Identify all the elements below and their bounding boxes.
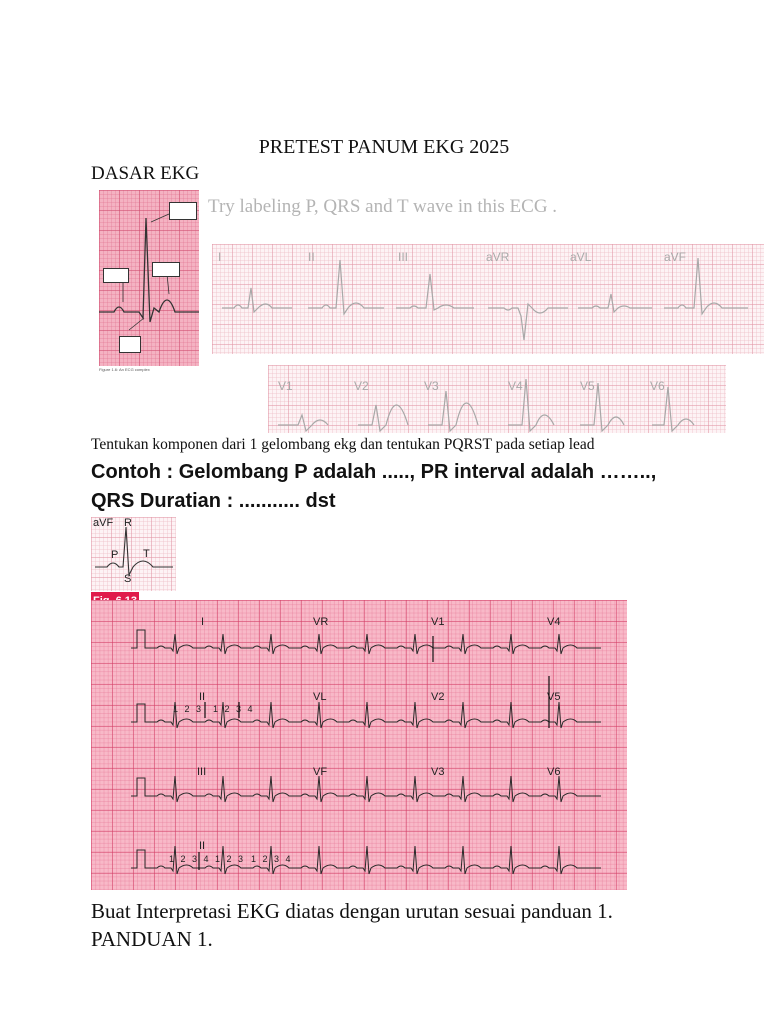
lead-label: II: [308, 250, 315, 264]
lead-label: VR: [313, 616, 329, 628]
chest-leads-trace: [268, 365, 726, 433]
lead-label: V1: [278, 379, 293, 393]
lead-label: VF: [313, 766, 328, 778]
section-heading: DASAR EKG: [91, 163, 200, 184]
label-box-pr[interactable]: [119, 336, 141, 353]
lead-label: II: [199, 691, 206, 703]
labeling-instruction: Try labeling P, QRS and T wave in this ECG .: [208, 196, 558, 217]
lead-label: V1: [431, 616, 445, 628]
ecg-row-trace: [131, 776, 601, 802]
lead-label: VL: [313, 691, 327, 703]
label-box-t[interactable]: [152, 262, 180, 277]
lead-label: V6: [547, 766, 561, 778]
lead-label: III: [398, 250, 409, 264]
lead-label: V3: [424, 379, 439, 393]
figure-caption: Figure 1.6: An ECG complex: [99, 367, 150, 372]
ecg-row-trace: [131, 702, 601, 728]
count-annotation: 1 2 3: [215, 854, 246, 864]
lead-label: aVL: [570, 250, 592, 264]
example-line-2: QRS Duratian : ........... dst: [91, 490, 336, 512]
lead-label: V4: [508, 379, 523, 393]
count-annotation: 1 2 3: [173, 704, 204, 714]
ecg-row-trace: [131, 630, 601, 654]
lead-label: III: [197, 766, 207, 778]
limb-leads-trace: [212, 244, 764, 354]
ecg-row-trace: [131, 846, 601, 874]
example-line-1: Contoh : Gelombang P adalah ....., PR interval adalah ……..,: [91, 461, 657, 483]
lead-label: aVF: [664, 250, 687, 264]
avf-s-label: S: [124, 573, 132, 585]
lead-label: I: [201, 616, 205, 628]
twelve-lead-ecg: [91, 600, 627, 890]
lead-label: V6: [650, 379, 665, 393]
label-box-qrs[interactable]: [169, 202, 197, 220]
task-instruction: Tentukan komponen dari 1 gelombang ekg dan tentukan PQRST pada setiap lead: [91, 436, 595, 453]
interpretation-line-1: Buat Interpretasi EKG diatas dengan urutan sesuai panduan 1.: [91, 899, 613, 923]
page-title: PRETEST PANUM EKG 2025: [258, 136, 510, 158]
lead-label: I: [218, 250, 222, 264]
twelve-lead-trace: [91, 600, 627, 890]
avf-lead-label: aVF: [93, 517, 114, 529]
ecg-complex-figure: [99, 190, 199, 366]
lead-label: V5: [580, 379, 595, 393]
avf-r-label: R: [124, 517, 132, 529]
avf-p-label: P: [111, 549, 119, 561]
lead-label: V3: [431, 766, 445, 778]
chest-leads-strip: [268, 365, 726, 433]
count-annotation: 1 2 3 4: [213, 704, 255, 714]
interpretation-text: [91, 897, 613, 953]
example-text: [91, 458, 656, 516]
label-box-p[interactable]: [103, 268, 129, 283]
interpretation-line-2: PANDUAN 1.: [91, 927, 213, 951]
lead-label: V5: [547, 691, 561, 703]
avf-example-figure: [91, 517, 176, 591]
count-annotation: 1 2 3 4: [251, 854, 293, 864]
lead-label: V2: [354, 379, 369, 393]
avf-trace: [91, 517, 176, 591]
lead-label: V4: [547, 616, 561, 628]
limb-leads-strip: [212, 244, 764, 354]
avf-t-label: T: [143, 548, 150, 560]
lead-label: aVR: [486, 250, 510, 264]
lead-label: V2: [431, 691, 445, 703]
lead-label: II: [199, 840, 206, 852]
count-annotation: 1 2 3 4: [169, 854, 211, 864]
